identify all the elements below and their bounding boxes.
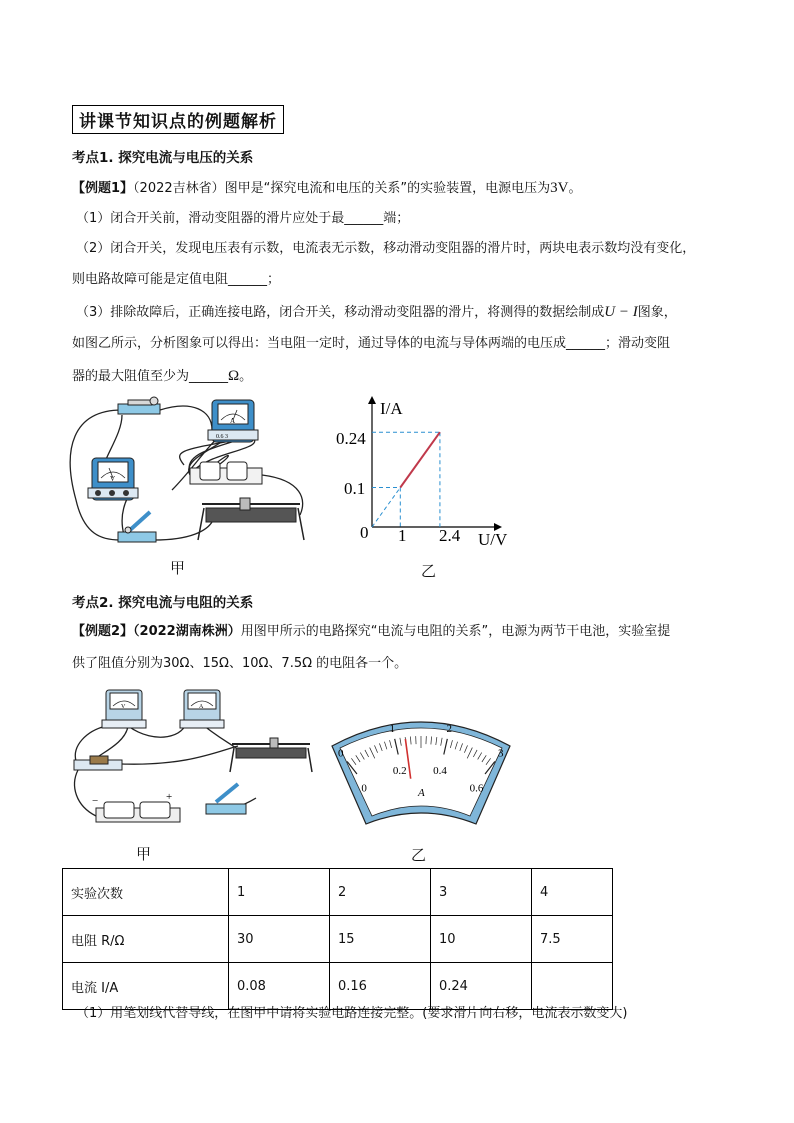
dial-lower-label: 0	[361, 782, 367, 795]
voltmeter-letter: V	[110, 475, 116, 483]
voltmeter-icon	[88, 458, 138, 500]
table-cell: 0.08	[229, 963, 330, 1010]
ammeter-scale: 0.6 3	[216, 434, 228, 440]
data-line-segment	[400, 432, 440, 487]
kp1-q3-line1	[76, 304, 677, 321]
kp1-fig-a-caption: 甲	[170, 559, 186, 577]
y-tick-1: 0.24	[336, 429, 366, 448]
x-tick-0: 0	[360, 523, 369, 542]
kp1-circuit-figure	[62, 390, 324, 560]
kp2-fig-a-caption: 甲	[136, 845, 152, 863]
kp1-q3-post: 图象，	[637, 305, 677, 320]
kp1-fig-b-caption: 乙	[421, 562, 437, 580]
kp1-q3-expr: U − I	[604, 304, 638, 320]
ammeter-icon-2	[180, 690, 224, 728]
table-cell: 0.16	[330, 963, 431, 1010]
table-row	[63, 916, 613, 963]
kp2-circuit-figure	[66, 686, 322, 836]
dial-upper-label: 0	[337, 747, 344, 760]
kp1-q3c-unit: Ω	[228, 368, 240, 384]
kp1-example-end: 。	[568, 181, 582, 196]
table-cell: 3	[431, 869, 532, 916]
kp2-example-line	[72, 624, 670, 640]
kp1-iu-chart	[334, 392, 524, 552]
table-cell: 2	[330, 869, 431, 916]
dial-upper-label: 1	[389, 723, 395, 736]
ammeter-letter: A	[230, 417, 236, 425]
kp2-heading: 考点2. 探究电流与电阻的关系	[72, 595, 254, 611]
voltmeter-icon-2	[102, 690, 146, 728]
ammeter-letter-2: A	[199, 704, 204, 710]
table-row	[63, 869, 613, 916]
table-row	[63, 963, 613, 1010]
dial-upper-label: 2	[446, 723, 453, 736]
kp2-example-label: 【例题2】	[72, 624, 134, 639]
kp1-example-label: 【例题1】	[72, 181, 134, 196]
kp1-q3-text: （3）排除故障后，正确连接电路，闭合开关，移动滑动变阻器的滑片，将测得的数据绘制成	[76, 305, 605, 320]
dial-upper-label: 3	[498, 747, 504, 760]
table-cell: 电阻 R/Ω	[63, 916, 229, 963]
kp1-q3-line3	[72, 368, 252, 385]
table-cell: 15	[330, 916, 431, 963]
kp1-q3-line2: 如图乙所示，分析图象可以得出：当电阻一定时，通过导体的电流与导体两端的电压成______；滑动变阻	[72, 336, 671, 351]
table-cell: 1	[229, 869, 330, 916]
knife-switch-icon-2	[206, 784, 246, 814]
battery-neg-sign: −	[92, 795, 99, 807]
kp2-example-line2: 供了阻值分别为30Ω、15Ω、10Ω、7.5Ω 的电阻各一个。	[72, 656, 408, 671]
table-cell: 0.24	[431, 963, 532, 1010]
y-axis-label: I/A	[380, 399, 403, 418]
rheostat-icon-2	[230, 738, 312, 772]
x-tick-1: 1	[398, 526, 407, 545]
ammeter-icon	[208, 400, 258, 442]
origin-guide-0	[372, 488, 400, 528]
kp2-example-text: 用图甲所示的电路探究“电流与电阻的关系”，电源为两节干电池，实验室提	[240, 624, 671, 639]
data-table	[62, 868, 613, 1010]
kp2-q1: （1）用笔划线代替导线，在图甲中请将实验电路连接完整。(要求滑片向右移，电流表示数变大)	[76, 1006, 628, 1021]
voltmeter-letter-2: V	[121, 704, 126, 710]
table-cell	[532, 963, 613, 1010]
kp1-q1: （1）闭合开关前，滑动变阻器的滑片应处于最______端；	[76, 211, 410, 226]
table-cell: 7.5	[532, 916, 613, 963]
kp1-example-source: （2022吉林省）图甲是“探究电流和电压的关系”的实验装置，电源电压为	[133, 181, 551, 196]
kp1-q2-line1: （2）闭合开关，发现电压表有示数，电流表无示数，移动滑动变阻器的滑片时，两块电表示数均没有变化，	[76, 241, 696, 256]
ammeter-dial-figure	[326, 706, 516, 830]
dial-lower-label: 0.2	[392, 765, 407, 778]
x-tick-2: 2.4	[439, 526, 461, 545]
rheostat-icon	[198, 498, 304, 540]
dial-unit: A	[418, 787, 425, 799]
kp2-example-source: （2022湖南株洲）	[133, 624, 241, 639]
table-cell: 电流 I/A	[63, 963, 229, 1010]
table-cell: 4	[532, 869, 613, 916]
kp1-example-line	[72, 180, 581, 197]
y-tick-0: 0.1	[344, 479, 366, 498]
kp1-source-voltage: 3V	[550, 180, 569, 196]
x-axis-label: U/V	[478, 530, 508, 549]
switch-icon	[118, 397, 160, 414]
kp1-q3c-end: 。	[239, 369, 253, 384]
resistor-icon	[74, 756, 122, 770]
table-cell: 实验次数	[63, 869, 229, 916]
table-cell: 30	[229, 916, 330, 963]
dial-lower-label: 0.4	[433, 765, 447, 778]
table-cell: 10	[431, 916, 532, 963]
battery-pos-sign: +	[166, 791, 173, 803]
knife-switch-icon	[118, 512, 156, 542]
kp2-fig-b-caption: 乙	[411, 846, 427, 864]
battery-icon	[190, 462, 262, 484]
kp1-q2-line2: 则电路故障可能是定值电阻______；	[72, 272, 281, 287]
kp1-heading: 考点1. 探究电流与电压的关系	[72, 150, 254, 166]
section-title: 讲课节知识点的例题解析	[72, 105, 284, 134]
dial-lower-label: 0.6	[469, 782, 484, 795]
kp1-q3c-text: 器的最大阻值至少为______	[72, 369, 229, 384]
battery-holder-icon	[92, 791, 180, 822]
